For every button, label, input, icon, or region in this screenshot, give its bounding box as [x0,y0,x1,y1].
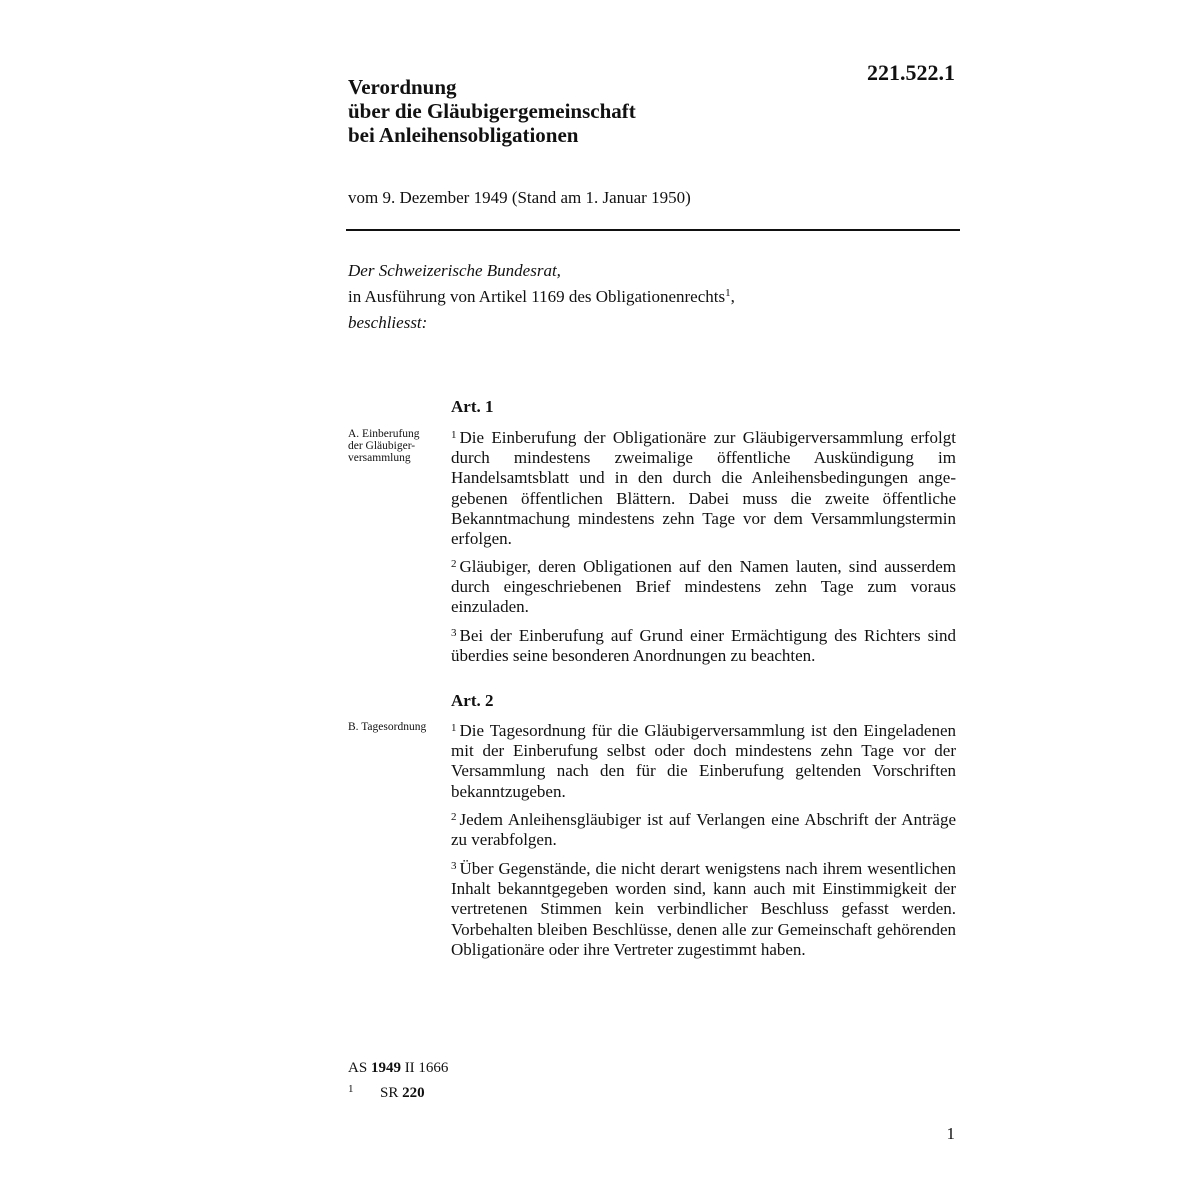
date-line: vom 9. Dezember 1949 (Stand am 1. Januar 1950) [348,188,691,207]
paragraph-number: 2 [451,811,457,823]
marginal-line: versammlung [348,452,411,464]
footnotes [348,1058,448,1104]
paragraph-number: 3 [451,860,457,872]
article-1-paragraph-1 [451,425,956,549]
preamble-authority: Der Schweizerische Bundesrat, [348,261,561,280]
as-year: 1949 [370,1060,401,1076]
as-rest: II 1666 [404,1060,449,1076]
preamble [348,258,948,336]
paragraph-number: 1 [451,722,457,734]
title-divider [346,229,960,231]
marginal-line: B. Tagesordnung [348,721,427,733]
sr-number: 221.522.1 [867,60,955,85]
paragraph-text: Die Tagesordnung für die Gläubigerversammlung ist den Eingeladenen mit der Einberufung selbst oder doch mindestens zehn Tage vor der Versammlung nach den für die Einberufung geltenden Vorschriften bekanntzugeben. [451,721,956,801]
paragraph-text: Gläubiger, deren Obligationen auf den Namen lauten, sind ausserdem durch eingeschriebenen Brief mindestens zehn Tage zum voraus einzuladen. [451,557,956,617]
article-1-heading: Art. 1 [451,397,494,416]
article-1-paragraph-2 [451,554,956,618]
marginal-line: der Gläubiger- [348,440,416,452]
footnote-mark: 1 [348,1083,354,1095]
paragraph-text: Über Gegenstände, die nicht derart wenigstens nach ihrem wesentlichen Inhalt bekanntgegeben worden sind, kann auch mit Einstimmigkeit der vertretenen Stimmen kein verbindlicher Beschluss gefasst werden. Vorbehalten bleiben Beschlüsse, denen alle zur Gemeinschaft gehörenden Obligationäre oder ihre Vertreter zugestimmt haben. [451,859,956,959]
article-2-paragraph-3 [451,856,956,960]
title-line: Verordnung [348,75,457,99]
preamble-basis-end: , [730,287,735,306]
marginal-line: A. Einberufung [348,428,420,440]
article-1-paragraph-3 [451,623,956,666]
paragraph-text: Bei der Einberufung auf Grund einer Ermächtigung des Richters sind überdies seine besonderen Anordnungen zu beachten. [451,626,956,666]
footnote-1 [348,1079,448,1104]
article-2-marginal-note [348,721,443,733]
title-line: bei Anleihensobligationen [348,123,579,147]
footnote-prefix: SR [380,1085,399,1101]
footnote-as [348,1058,448,1079]
article-1-marginal-note [348,428,443,464]
article-2-paragraph-2 [451,807,956,850]
preamble-decision: beschliesst: [348,313,428,332]
footnote-value: 220 [402,1085,425,1101]
paragraph-number: 3 [451,627,457,639]
preamble-basis [348,284,948,310]
paragraph-number: 2 [451,558,457,570]
article-2-heading: Art. 2 [451,691,494,710]
article-2-paragraph-1 [451,718,956,802]
document-title [348,75,848,147]
preamble-basis-text: in Ausführung von Artikel 1169 des Obligationenrechts [348,287,726,306]
footnote-reference: 1 [725,287,731,299]
paragraph-text: Jedem Anleihensgläubiger ist auf Verlangen eine Abschrift der Anträge zu verabfolgen. [451,810,956,850]
as-prefix: AS [348,1060,368,1076]
page-number: 1 [946,1124,955,1143]
paragraph-number: 1 [451,429,457,441]
paragraph-text: Die Einberufung der Obligationäre zur Gläubigerversammlung erfolgt durch mindestens zweimalige öffentliche Auskündigung im Handelsamtsblatt und in den durch die Anleihensbedingungen angegebenen öffentlichen Blättern. Dabei muss die zweite öffentliche Bekanntmachung mindestens zehn Tage vor dem Versammlungstermin erfolgen. [451,428,956,549]
title-line: über die Gläubigergemeinschaft [348,99,636,123]
